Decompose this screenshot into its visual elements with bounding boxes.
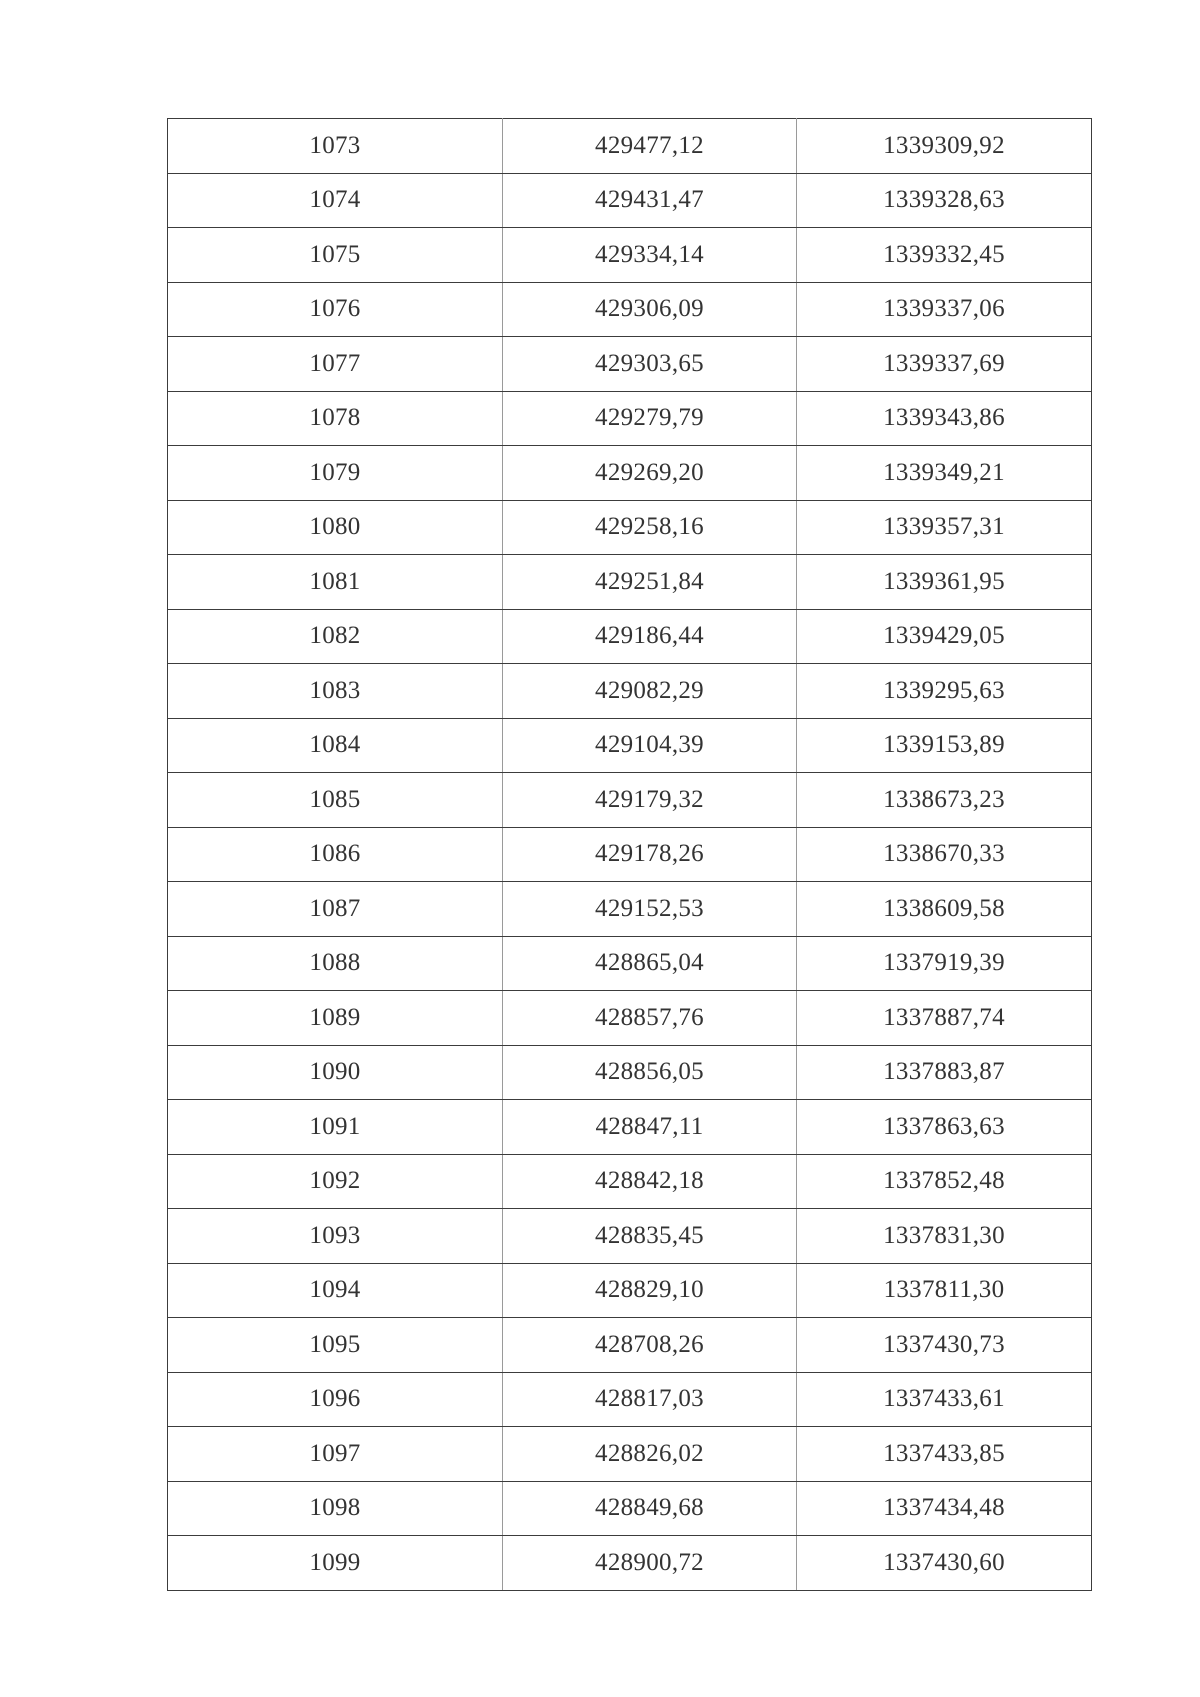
x-coordinate-cell: 429477,12	[503, 119, 797, 174]
point-number-cell: 1082	[168, 609, 503, 664]
table-row	[168, 282, 1092, 337]
y-coordinate-cell: 1339337,69	[797, 337, 1092, 392]
table-row	[168, 1045, 1092, 1100]
x-coordinate-cell: 428829,10	[503, 1263, 797, 1318]
coordinates-table-body	[168, 119, 1092, 1591]
y-coordinate-cell: 1339429,05	[797, 609, 1092, 664]
x-coordinate-cell: 428847,11	[503, 1100, 797, 1155]
point-number-cell: 1099	[168, 1536, 503, 1591]
table-row	[168, 391, 1092, 446]
table-row	[168, 173, 1092, 228]
y-coordinate-cell: 1337863,63	[797, 1100, 1092, 1155]
y-coordinate-cell: 1339337,06	[797, 282, 1092, 337]
table-row	[168, 991, 1092, 1046]
x-coordinate-cell: 428826,02	[503, 1427, 797, 1482]
table-row	[168, 1536, 1092, 1591]
x-coordinate-cell: 429186,44	[503, 609, 797, 664]
x-coordinate-cell: 429306,09	[503, 282, 797, 337]
point-number-cell: 1085	[168, 773, 503, 828]
y-coordinate-cell: 1339328,63	[797, 173, 1092, 228]
point-number-cell: 1077	[168, 337, 503, 392]
point-number-cell: 1096	[168, 1372, 503, 1427]
y-coordinate-cell: 1339357,31	[797, 500, 1092, 555]
table-row	[168, 664, 1092, 719]
x-coordinate-cell: 428865,04	[503, 936, 797, 991]
x-coordinate-cell: 429251,84	[503, 555, 797, 610]
y-coordinate-cell: 1338673,23	[797, 773, 1092, 828]
y-coordinate-cell: 1339309,92	[797, 119, 1092, 174]
x-coordinate-cell: 429279,79	[503, 391, 797, 446]
table-row	[168, 882, 1092, 937]
point-number-cell: 1076	[168, 282, 503, 337]
y-coordinate-cell: 1337433,85	[797, 1427, 1092, 1482]
y-coordinate-cell: 1339295,63	[797, 664, 1092, 719]
table-row	[168, 1372, 1092, 1427]
point-number-cell: 1080	[168, 500, 503, 555]
point-number-cell: 1094	[168, 1263, 503, 1318]
table-row	[168, 555, 1092, 610]
point-number-cell: 1097	[168, 1427, 503, 1482]
y-coordinate-cell: 1337430,60	[797, 1536, 1092, 1591]
table-row	[168, 1318, 1092, 1373]
x-coordinate-cell: 429334,14	[503, 228, 797, 283]
x-coordinate-cell: 428842,18	[503, 1154, 797, 1209]
x-coordinate-cell: 428849,68	[503, 1481, 797, 1536]
y-coordinate-cell: 1337887,74	[797, 991, 1092, 1046]
y-coordinate-cell: 1339361,95	[797, 555, 1092, 610]
point-number-cell: 1093	[168, 1209, 503, 1264]
x-coordinate-cell: 429178,26	[503, 827, 797, 882]
table-row	[168, 1154, 1092, 1209]
table-row	[168, 1481, 1092, 1536]
point-number-cell: 1086	[168, 827, 503, 882]
point-number-cell: 1081	[168, 555, 503, 610]
point-number-cell: 1090	[168, 1045, 503, 1100]
table-row	[168, 337, 1092, 392]
table-row	[168, 1209, 1092, 1264]
table-row	[168, 827, 1092, 882]
table-row	[168, 609, 1092, 664]
point-number-cell: 1079	[168, 446, 503, 501]
table-row	[168, 1263, 1092, 1318]
point-number-cell: 1073	[168, 119, 503, 174]
y-coordinate-cell: 1339349,21	[797, 446, 1092, 501]
x-coordinate-cell: 428900,72	[503, 1536, 797, 1591]
point-number-cell: 1095	[168, 1318, 503, 1373]
x-coordinate-cell: 429179,32	[503, 773, 797, 828]
table-row	[168, 228, 1092, 283]
table-row	[168, 500, 1092, 555]
x-coordinate-cell: 429303,65	[503, 337, 797, 392]
y-coordinate-cell: 1337919,39	[797, 936, 1092, 991]
y-coordinate-cell: 1337433,61	[797, 1372, 1092, 1427]
x-coordinate-cell: 428856,05	[503, 1045, 797, 1100]
y-coordinate-cell: 1339343,86	[797, 391, 1092, 446]
table-row	[168, 936, 1092, 991]
x-coordinate-cell: 429269,20	[503, 446, 797, 501]
table-row	[168, 773, 1092, 828]
y-coordinate-cell: 1339153,89	[797, 718, 1092, 773]
point-number-cell: 1084	[168, 718, 503, 773]
point-number-cell: 1075	[168, 228, 503, 283]
x-coordinate-cell: 429152,53	[503, 882, 797, 937]
point-number-cell: 1087	[168, 882, 503, 937]
x-coordinate-cell: 429082,29	[503, 664, 797, 719]
point-number-cell: 1092	[168, 1154, 503, 1209]
point-number-cell: 1083	[168, 664, 503, 719]
y-coordinate-cell: 1337883,87	[797, 1045, 1092, 1100]
y-coordinate-cell: 1337434,48	[797, 1481, 1092, 1536]
x-coordinate-cell: 428835,45	[503, 1209, 797, 1264]
y-coordinate-cell: 1339332,45	[797, 228, 1092, 283]
x-coordinate-cell: 428857,76	[503, 991, 797, 1046]
y-coordinate-cell: 1337852,48	[797, 1154, 1092, 1209]
y-coordinate-cell: 1337430,73	[797, 1318, 1092, 1373]
table-row	[168, 119, 1092, 174]
table-row	[168, 1100, 1092, 1155]
point-number-cell: 1074	[168, 173, 503, 228]
table-row	[168, 718, 1092, 773]
x-coordinate-cell: 428708,26	[503, 1318, 797, 1373]
point-number-cell: 1088	[168, 936, 503, 991]
y-coordinate-cell: 1338609,58	[797, 882, 1092, 937]
table-row	[168, 446, 1092, 501]
point-number-cell: 1089	[168, 991, 503, 1046]
y-coordinate-cell: 1337811,30	[797, 1263, 1092, 1318]
x-coordinate-cell: 429104,39	[503, 718, 797, 773]
x-coordinate-cell: 429258,16	[503, 500, 797, 555]
x-coordinate-cell: 429431,47	[503, 173, 797, 228]
table-row	[168, 1427, 1092, 1482]
point-number-cell: 1078	[168, 391, 503, 446]
coordinates-table	[167, 118, 1092, 1591]
y-coordinate-cell: 1338670,33	[797, 827, 1092, 882]
point-number-cell: 1098	[168, 1481, 503, 1536]
y-coordinate-cell: 1337831,30	[797, 1209, 1092, 1264]
x-coordinate-cell: 428817,03	[503, 1372, 797, 1427]
point-number-cell: 1091	[168, 1100, 503, 1155]
